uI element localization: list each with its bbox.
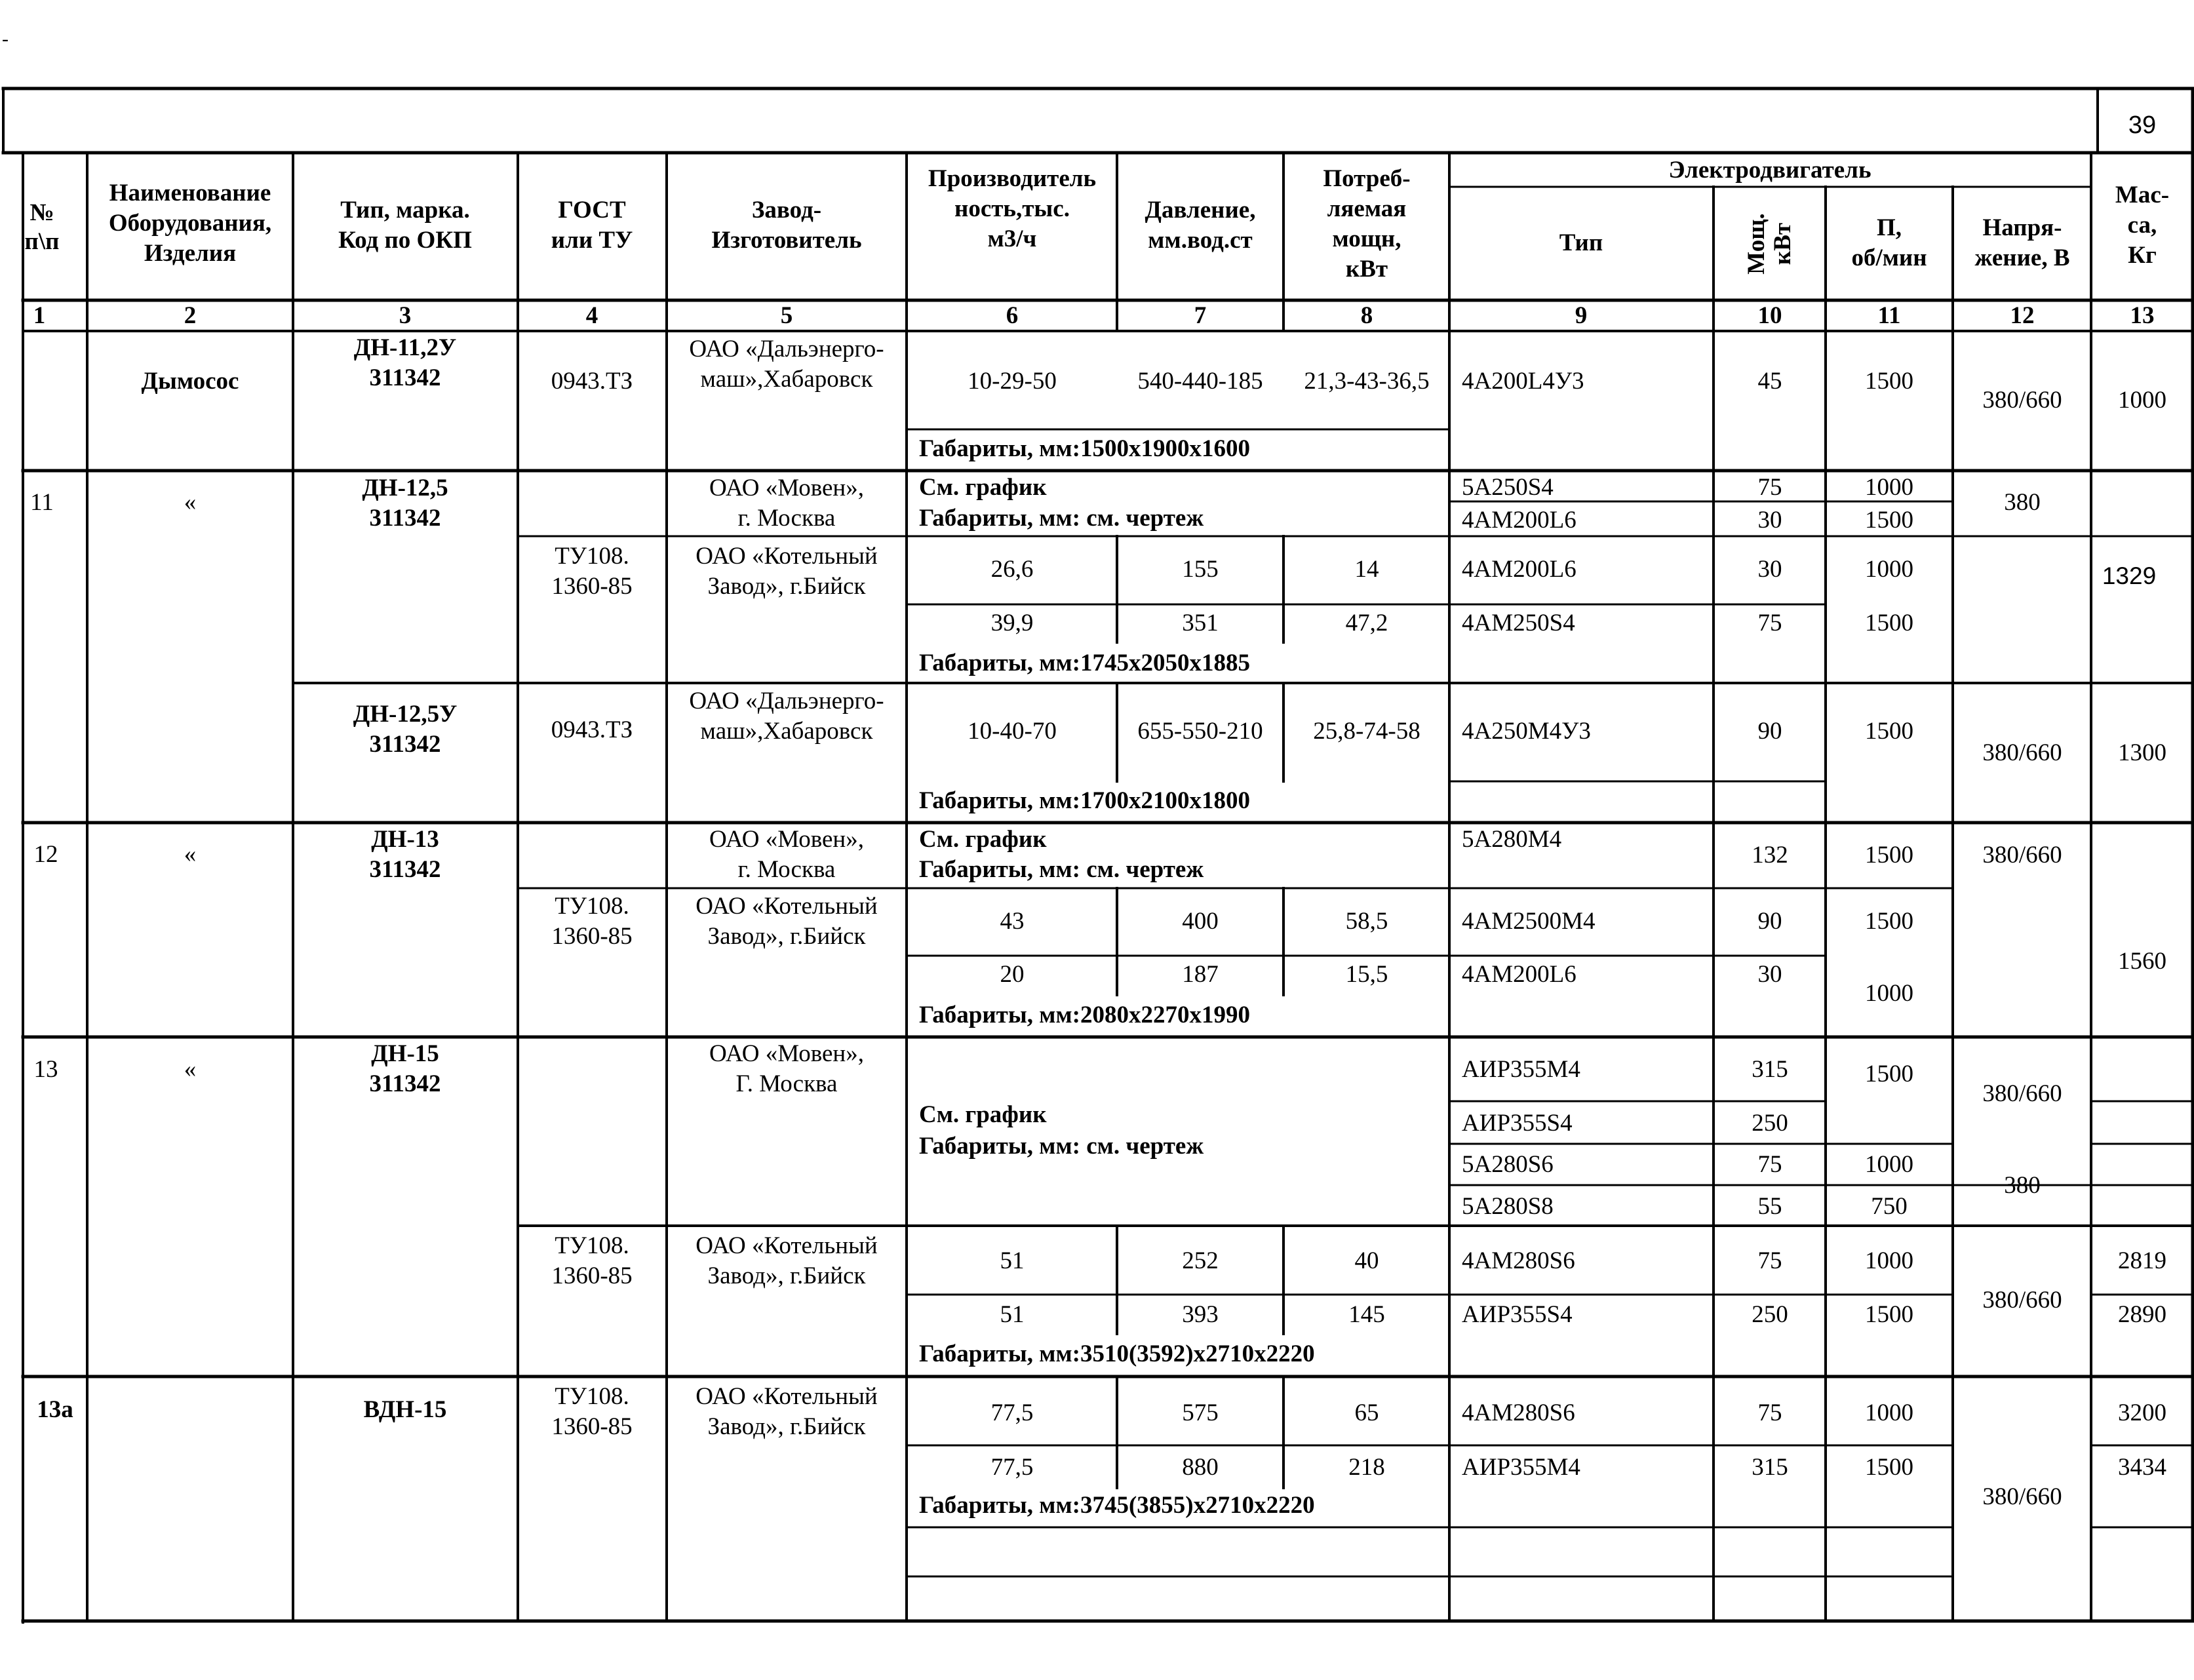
r11c-rpm: 1500 <box>1865 718 1913 745</box>
r12b-dimensions: Габариты, мм:2080х2270х1990 <box>919 1002 1250 1028</box>
r13b-rpm-1: 1000 <box>1865 1247 1913 1274</box>
r1-pressure: 540-440-185 <box>1137 368 1263 395</box>
header-type: Тип, марка. Код по ОКП <box>338 197 472 254</box>
r12b-motor-power-1: 90 <box>1757 908 1782 935</box>
r11b-motor-power-2: 75 <box>1757 610 1782 636</box>
r13a-row-mass-1: 3200 <box>2118 1399 2166 1426</box>
header-gost: ГОСТ или ТУ <box>551 197 633 254</box>
r13a-row-dimensions: Габариты, мм:3745(3855)х2710х2220 <box>919 1492 1315 1519</box>
r13a-row-maker: ОАО «Котельный Завод», г.Бийск <box>695 1383 878 1440</box>
r11a-motor-type-2: 4АМ200L6 <box>1462 507 1577 534</box>
r1-maker: ОАО «Дальэнерго- маш»,Хабаровск <box>689 336 884 393</box>
r11a-motor-type-1: 5А250S4 <box>1462 474 1554 501</box>
r12a-voltage: 380/660 <box>1982 842 2062 869</box>
r11c-mass: 1300 <box>2118 739 2166 766</box>
corner-mark: - <box>2 28 9 50</box>
r11b-pressure-1: 155 <box>1182 556 1219 583</box>
r11b-motor-power-1: 30 <box>1757 556 1782 583</box>
r13b-mass-1: 2819 <box>2118 1247 2166 1274</box>
r12b-power-2: 15,5 <box>1345 961 1388 988</box>
r11b-motor-type-2: 4АМ250S4 <box>1462 610 1575 636</box>
r12a-motor-type: 5А280М4 <box>1462 826 1562 853</box>
r11c-motor-type: 4А250М4У3 <box>1462 718 1591 745</box>
r13-number: 13 <box>33 1056 58 1083</box>
r11c-type: ДН-12,5У 311342 <box>353 701 458 758</box>
r1-type: ДН-11,2У 311342 <box>353 334 457 391</box>
r13a-row-motor-power-1: 75 <box>1757 1399 1782 1426</box>
r12b-gost: ТУ108. 1360-85 <box>551 893 633 950</box>
r11b-rpm-2: 1500 <box>1865 610 1913 636</box>
header-motor-power: Мощ. кВт <box>1743 213 1796 275</box>
r13b-maker: ОАО «Котельный Завод», г.Бийск <box>695 1232 878 1289</box>
header-power: Потреб- ляемая мощн, кВт <box>1323 165 1411 283</box>
r1-productivity: 10-29-50 <box>968 368 1057 395</box>
r1-dimensions: Габариты, мм:1500х1900х1600 <box>919 435 1250 462</box>
colnum-11: 11 <box>1877 302 1901 329</box>
r13b-rpm-2: 1500 <box>1865 1301 1913 1328</box>
r13b-motor-power-2: 250 <box>1752 1301 1788 1328</box>
r12b-motor-power-2: 30 <box>1757 961 1782 988</box>
r13a-motor-type-2: АИР355S4 <box>1462 1110 1573 1137</box>
r11b-gost: ТУ108. 1360-85 <box>551 543 633 600</box>
r12b-pressure-1: 400 <box>1182 908 1219 935</box>
r13a-rpm-3: 1000 <box>1865 1151 1913 1178</box>
r11c-power: 25,8-74-58 <box>1313 718 1420 745</box>
r13-name-ditto: « <box>184 1056 197 1083</box>
r13a-row-voltage: 380/660 <box>1982 1483 2062 1510</box>
r11a-rpm-1: 1000 <box>1865 474 1913 501</box>
r11a-maker: ОАО «Мовен», г. Москва <box>709 475 864 532</box>
colnum-8: 8 <box>1360 302 1373 329</box>
r11b-maker: ОАО «Котельный Завод», г.Бийск <box>695 543 878 600</box>
r13b-motor-power-1: 75 <box>1757 1247 1782 1274</box>
r13a-motor-type-1: АИР355М4 <box>1462 1056 1580 1083</box>
colnum-9: 9 <box>1575 302 1588 329</box>
page-number: 39 <box>2128 111 2157 139</box>
r13a-see-graph: См. график <box>919 1101 1047 1128</box>
r13a-rpm-1: 1500 <box>1865 1061 1913 1087</box>
r11b-motor-type-1: 4АМ200L6 <box>1462 556 1577 583</box>
r13b-motor-type-2: АИР355S4 <box>1462 1301 1573 1328</box>
r13a-motor-power-3: 75 <box>1757 1151 1782 1178</box>
r1-power: 21,3-43-36,5 <box>1304 368 1430 395</box>
r1-voltage: 380/660 <box>1982 387 2062 414</box>
r13a-row-rpm-2: 1500 <box>1865 1454 1913 1481</box>
r11c-productivity: 10-40-70 <box>968 718 1057 745</box>
r13b-productivity-2: 51 <box>1000 1301 1025 1328</box>
r12a-maker: ОАО «Мовен», г. Москва <box>709 826 864 883</box>
r12b-productivity-2: 20 <box>1000 961 1025 988</box>
r13b-dimensions: Габариты, мм:3510(3592)х2710х2220 <box>919 1340 1315 1367</box>
colnum-4: 4 <box>585 302 598 329</box>
r11a-motor-power-1: 75 <box>1757 474 1782 501</box>
header-motor-type: Тип <box>1559 229 1603 256</box>
r1-name: Дымосос <box>141 368 239 395</box>
r13b-productivity-1: 51 <box>1000 1247 1025 1274</box>
r11b-productivity-1: 26,6 <box>990 556 1034 583</box>
r12-type: ДН-13 311342 <box>369 826 441 883</box>
r13a-row-productivity-2: 77,5 <box>990 1454 1034 1481</box>
r13b-gost: ТУ108. 1360-85 <box>551 1232 633 1289</box>
r1-motor-type: 4А200L4У3 <box>1462 368 1584 395</box>
colnum-2: 2 <box>184 302 197 329</box>
r11a-motor-power-2: 30 <box>1757 507 1782 534</box>
r13a-motor-type-4: 5А280S8 <box>1462 1193 1554 1220</box>
r1-mass: 1000 <box>2118 387 2166 414</box>
colnum-5: 5 <box>780 302 793 329</box>
r12b-pressure-2: 187 <box>1182 961 1219 988</box>
colnum-6: 6 <box>1006 302 1019 329</box>
r11a-see-graph: См. график <box>919 474 1047 501</box>
r11c-gost: 0943.ТЗ <box>551 716 633 743</box>
r13a-row-power-1: 65 <box>1354 1399 1379 1426</box>
r13b-pressure-2: 393 <box>1182 1301 1219 1328</box>
header-num: № п\п <box>24 199 60 255</box>
r13a-row-motor-power-2: 315 <box>1752 1454 1788 1481</box>
r11c-voltage: 380/660 <box>1982 739 2062 766</box>
r13a-row-rpm-1: 1000 <box>1865 1399 1913 1426</box>
r13b-pressure-1: 252 <box>1182 1247 1219 1274</box>
colnum-3: 3 <box>399 302 412 329</box>
r1-gost: 0943.ТЗ <box>551 368 633 395</box>
r11c-dimensions: Габариты, мм:1700х2100х1800 <box>919 787 1250 814</box>
r12-number: 12 <box>33 841 58 868</box>
r11b-power-2: 47,2 <box>1345 610 1388 636</box>
r12b-maker: ОАО «Котельный Завод», г.Бийск <box>695 893 878 950</box>
r12b-productivity-1: 43 <box>1000 908 1025 935</box>
header-productivity: Производитель ность,тыс. м3/ч <box>928 165 1097 252</box>
r13a-row-gost: ТУ108. 1360-85 <box>551 1383 633 1440</box>
r13a-motor-power-1: 315 <box>1752 1056 1788 1083</box>
r11a-rpm-2: 1500 <box>1865 507 1913 534</box>
r13a-rpm-4: 750 <box>1871 1193 1908 1220</box>
header-rpm: П, об/мин <box>1851 214 1927 271</box>
r12a-rpm: 1500 <box>1865 842 1913 869</box>
r1-motor-power: 45 <box>1757 368 1782 395</box>
r12b-motor-type-1: 4АМ2500М4 <box>1462 908 1596 935</box>
r13b-voltage: 380/660 <box>1982 1287 2062 1314</box>
r13b-power-1: 40 <box>1354 1247 1379 1274</box>
r11b-rpm-1: 1000 <box>1865 556 1913 583</box>
r11c-motor-power: 90 <box>1757 718 1782 745</box>
header-pressure: Давление, мм.вод.ст <box>1145 197 1256 254</box>
r13-type: ДН-15 311342 <box>369 1040 441 1097</box>
r12-mass: 1560 <box>2118 948 2166 975</box>
r11-mass: 1329 <box>2102 562 2157 589</box>
r13a-row-productivity-1: 77,5 <box>990 1399 1034 1426</box>
r13a-row-pressure-2: 880 <box>1182 1454 1219 1481</box>
r13a-row-pressure-1: 575 <box>1182 1399 1219 1426</box>
r12b-power-1: 58,5 <box>1345 908 1388 935</box>
r12a-motor-power: 132 <box>1752 842 1788 869</box>
r11-type: ДН-12,5 311342 <box>362 475 448 532</box>
r13a-row-power-2: 218 <box>1348 1454 1385 1481</box>
r13a-voltage-1: 380/660 <box>1982 1080 2062 1107</box>
r13a-row-motor-type-1: 4АМ280S6 <box>1462 1399 1575 1426</box>
r11a-voltage: 380 <box>2004 489 2041 516</box>
r13b-power-2: 145 <box>1348 1301 1385 1328</box>
r11a-see-drawing: Габариты, мм: см. чертеж <box>919 505 1204 532</box>
r11b-productivity-2: 39,9 <box>990 610 1034 636</box>
r1-rpm: 1500 <box>1865 368 1913 395</box>
colnum-1: 1 <box>33 302 46 329</box>
r11b-dimensions: Габариты, мм:1745х2050х1885 <box>919 650 1250 676</box>
r12a-see-graph: См. график <box>919 826 1047 853</box>
r13a-motor-power-4: 55 <box>1757 1193 1782 1220</box>
colnum-13: 13 <box>2130 302 2155 329</box>
colnum-7: 7 <box>1194 302 1207 329</box>
r13a-row-type: ВДН-15 <box>363 1396 447 1423</box>
r13a-see-drawing: Габариты, мм: см. чертеж <box>919 1133 1204 1160</box>
r11c-pressure: 655-550-210 <box>1137 718 1263 745</box>
r13b-mass-2: 2890 <box>2118 1301 2166 1328</box>
colnum-10: 10 <box>1757 302 1782 329</box>
r12b-motor-type-2: 4АМ200L6 <box>1462 961 1577 988</box>
r13a-maker: ОАО «Мовен», Г. Москва <box>709 1040 864 1097</box>
header-maker: Завод- Изготовитель <box>711 197 862 254</box>
colnum-12: 12 <box>2010 302 2035 329</box>
r11c-maker: ОАО «Дальэнерго- маш»,Хабаровск <box>689 688 884 745</box>
r13a-motor-power-2: 250 <box>1752 1110 1788 1137</box>
r12-name-ditto: « <box>184 841 197 868</box>
r13a-row-number: 13а <box>37 1396 73 1423</box>
r13a-voltage-2: 380 <box>2004 1172 2041 1199</box>
header-name: Наименование Оборудования, Изделия <box>108 180 272 267</box>
header-motor: Электродвигатель <box>1668 157 1871 184</box>
r11b-pressure-2: 351 <box>1182 610 1219 636</box>
r13b-motor-type-1: 4АМ280S6 <box>1462 1247 1575 1274</box>
r12a-see-drawing: Габариты, мм: см. чертеж <box>919 856 1204 883</box>
r12b-rpm-1: 1500 <box>1865 908 1913 935</box>
header-mass: Мас- са, Кг <box>2115 182 2170 269</box>
r13a-motor-type-3: 5А280S6 <box>1462 1151 1554 1178</box>
r12b-rpm-2: 1000 <box>1865 980 1913 1007</box>
r13a-row-mass-2: 3434 <box>2118 1454 2166 1481</box>
header-voltage: Напря- жение, В <box>1974 214 2070 271</box>
r13a-row-motor-type-2: АИР355М4 <box>1462 1454 1580 1481</box>
r11-name-ditto: « <box>184 489 197 516</box>
r11-number: 11 <box>30 489 54 516</box>
r11b-power-1: 14 <box>1354 556 1379 583</box>
